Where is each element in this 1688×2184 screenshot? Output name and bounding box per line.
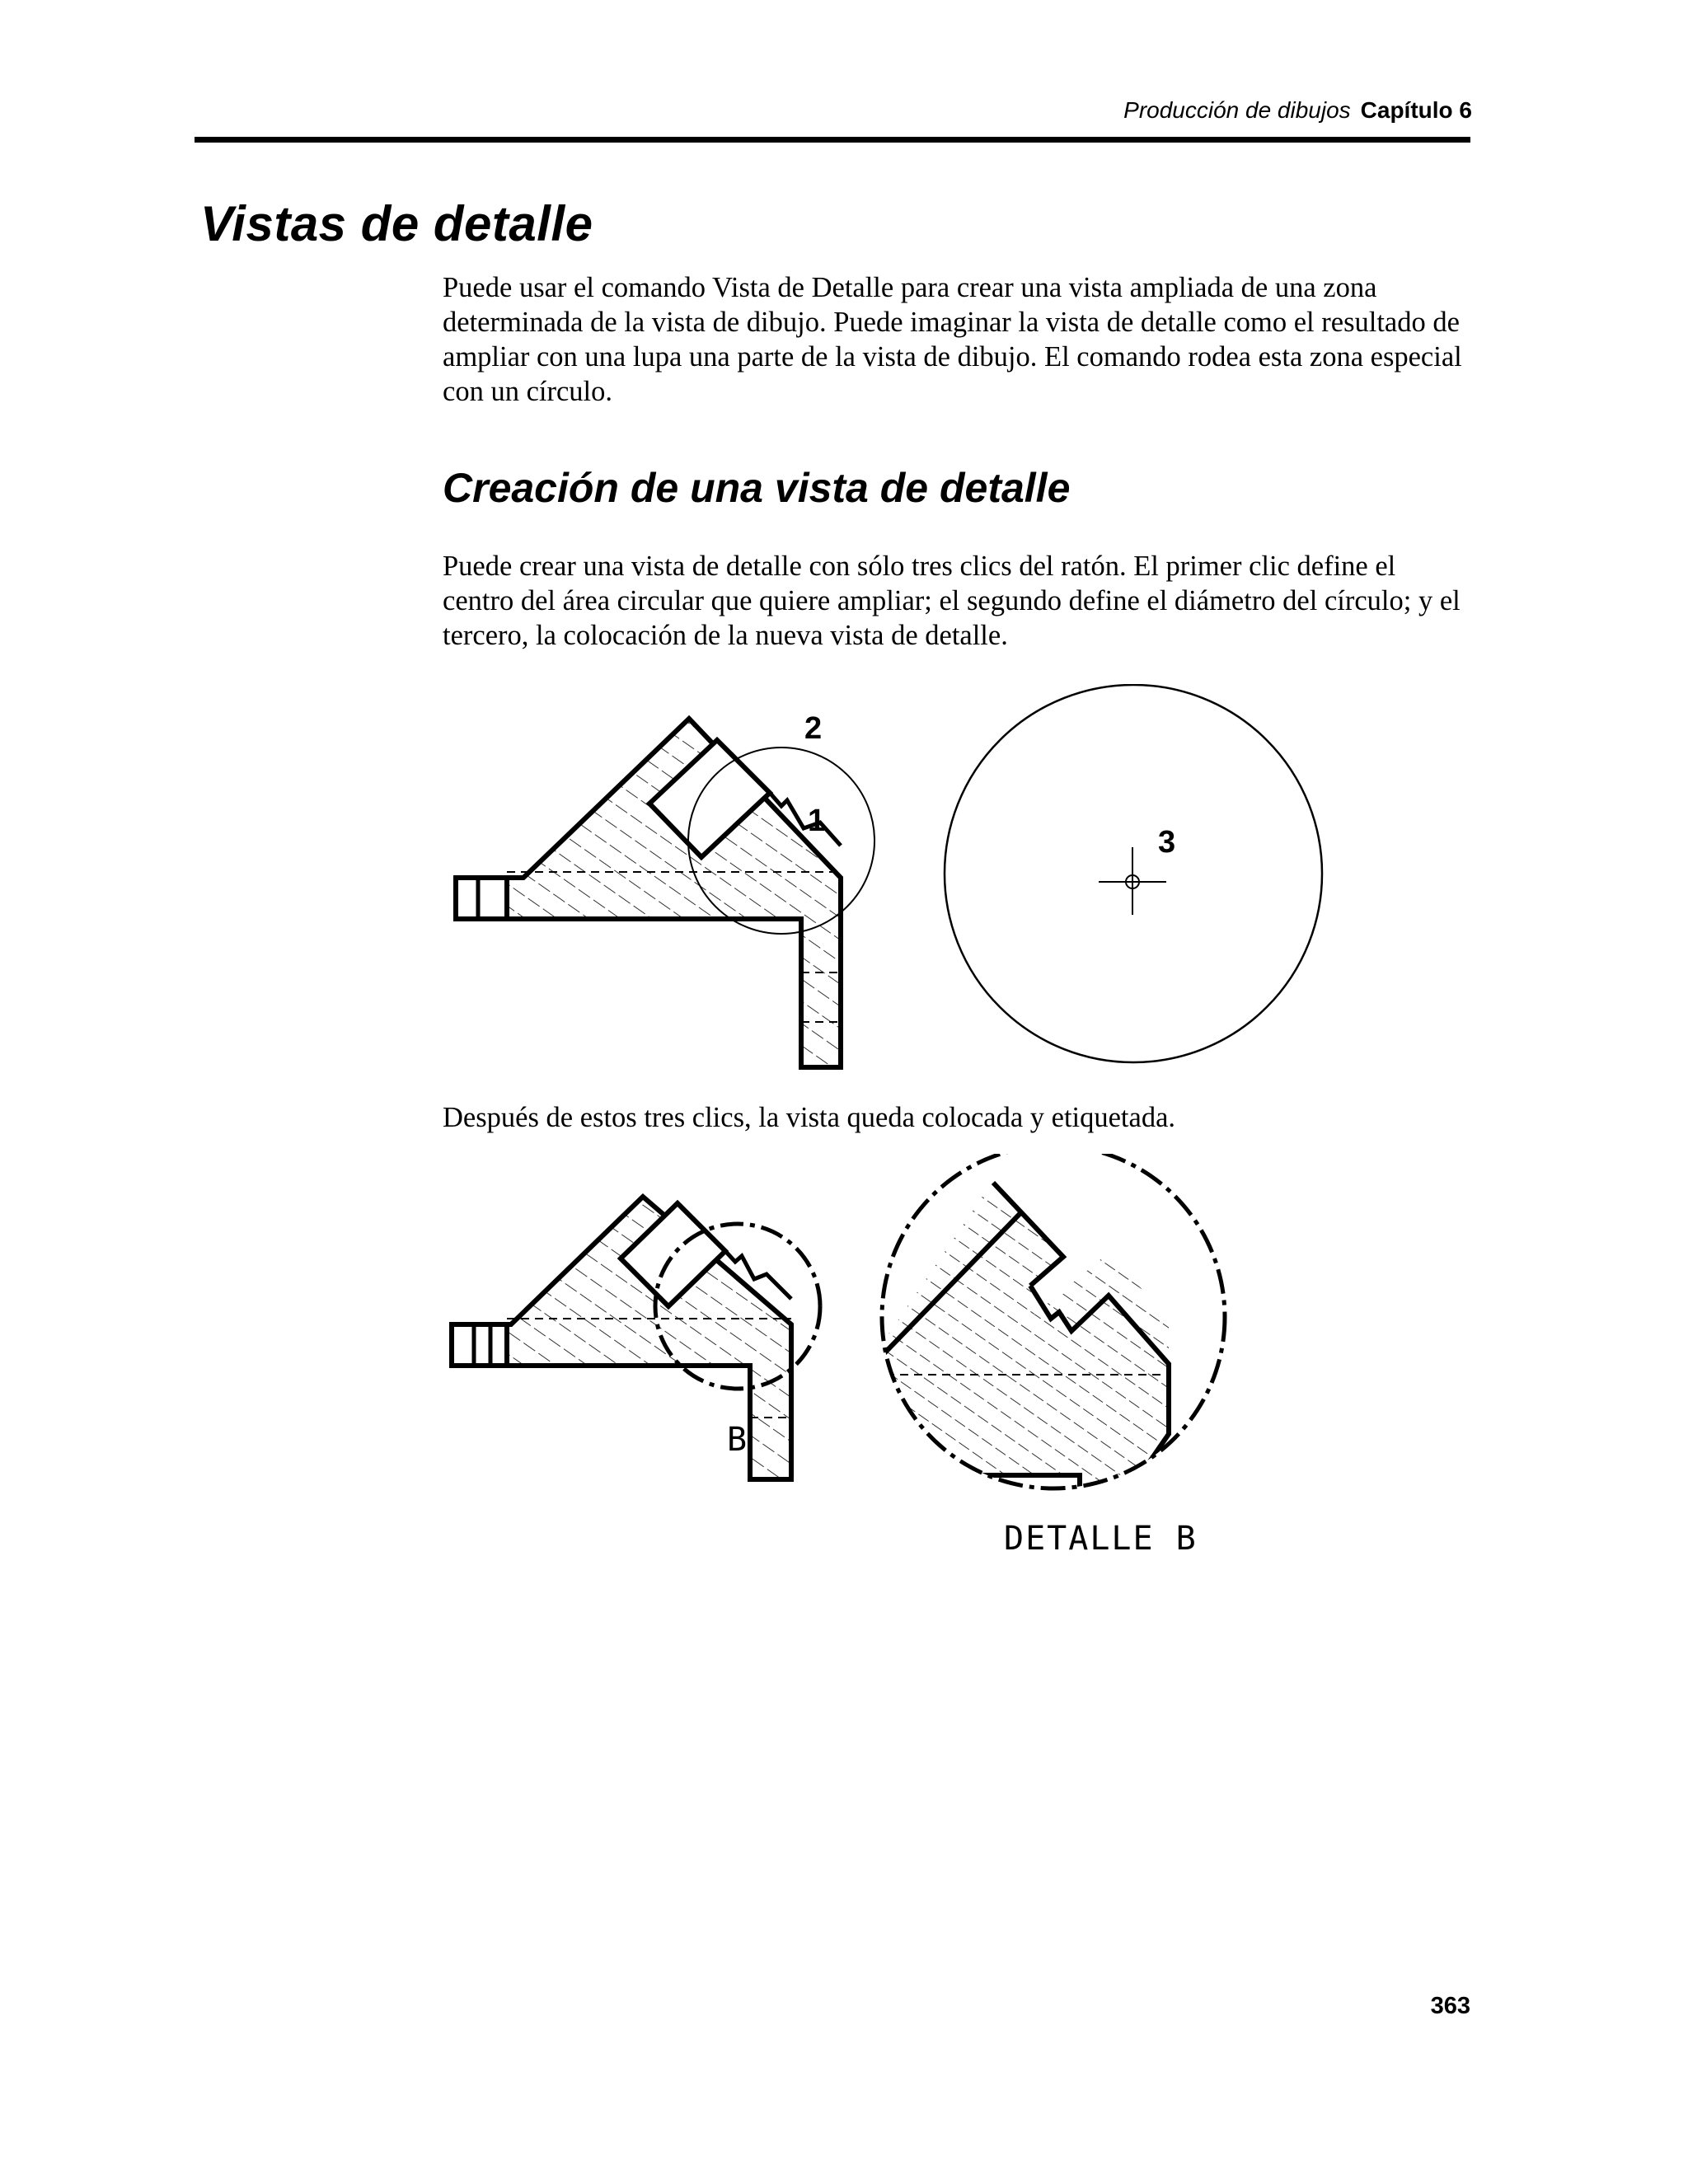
callout-1: 1	[808, 804, 826, 838]
view-label-b: B	[727, 1421, 748, 1459]
callout-3: 3	[1158, 825, 1176, 860]
section-subtitle: Creación de una vista de detalle	[443, 465, 1071, 511]
drawing-view-part	[456, 719, 841, 1067]
page-number: 363	[1430, 1993, 1470, 2019]
after-paragraph: Después de estos tres clics, la vista queda colocada y etiquetada.	[443, 1102, 1176, 1133]
running-header	[1123, 97, 1472, 124]
section-title: Producción de dibujos	[1123, 97, 1351, 123]
crosshair-icon	[1099, 847, 1166, 915]
callout-2: 2	[804, 711, 823, 746]
figure-detail-result	[0, 1154, 1688, 1574]
chapter-label: Capítulo 6	[1360, 97, 1472, 123]
intro-paragraph: Puede usar el comando Vista de Detalle para crear una vista ampliada de una zona determinada de la vista de dibujo. Puede imaginar la vista de detalle como el resultado de ampliar con una lupa una parte de la vista de dibujo. El comando rodea esta zona especial con un círculo.	[443, 272, 1462, 407]
figure-detail-creation	[0, 684, 1688, 1113]
detail-view-enlarged	[865, 1154, 1225, 1500]
page-title: Vistas de detalle	[200, 196, 593, 251]
detail-label: DETALLE B	[1004, 1520, 1198, 1558]
header-rule	[195, 137, 1470, 143]
steps-paragraph: Puede crear una vista de detalle con sólo tres clics del ratón. El primer clic define el centro del área circular que quiere ampliar; el segundo define el diámetro del círculo; y el tercero, la colocación de la nueva vista de detalle.	[443, 551, 1461, 651]
